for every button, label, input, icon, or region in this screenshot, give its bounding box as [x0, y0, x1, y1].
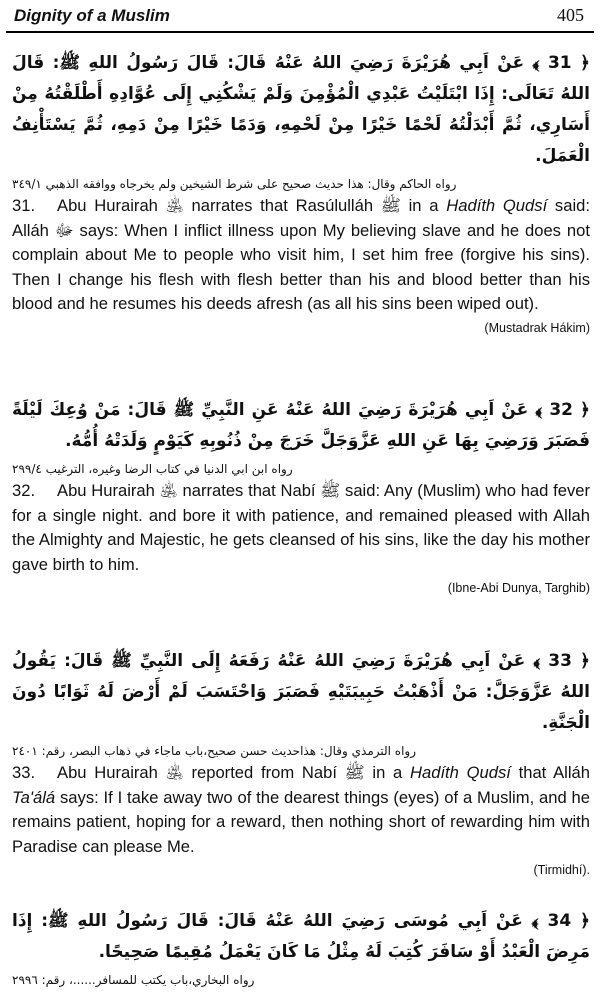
- page-header: [14, 2, 584, 26]
- hadith-34-arabic: ﴿ 34 ﴾ عَنْ اَبِي مُوسَى رَضِيَ اللهُ عَنْهُ قَالَ: قَالَ رَسُولُ اللهِ ﷺ: إِذَا مَرِضَ الْعَبْدُ أَوْ سَافَرَ كُتِبَ لَهُ مِثْلُ مَا كَانَ يَعْمَلُ مُقِيمًا صَحِيحًا.: [12, 911, 590, 962]
- hadith-32-arabic-source: رواه ابن ابي الدنيا في كتاب الرضا وغيره، الترغيب ٢٩٩/٤: [12, 462, 293, 476]
- hadith-33-arabic: ﴿ 33 ﴾ عَنْ اَبِي هُرَيْرَةَ رَضِيَ اللهُ عَنْهُ رَفَعَهُ إِلَى النَّبِيِّ ﷺ قَالَ: يَقُولُ اللهُ عَزَّوَجَلَّ: مَنْ أَذْهَبْتُ حَبِيبَتَيْهِ فَصَبَرَ وَاحْتَسَبَ لَمْ أَرْضَ لَهُ ثَوَابًا دُونَ الْجَنَّةِ.: [12, 651, 590, 733]
- hadith-34: [12, 906, 590, 990]
- hadith-31-arabic-source: رواه الحاكم وقال: هذا حديث صحيح على شرط الشيخين ولم يخرجاه ووافقه الذهبي ٣٤٩/١: [12, 177, 457, 191]
- hadith-32-number: 32.: [12, 481, 36, 500]
- header-rule: [6, 31, 594, 33]
- hadith-31-arabic: ﴿ 31 ﴾ عَنْ اَبِي هُرَيْرَةَ رَضِيَ اللهُ عَنْهُ قَالَ: قَالَ رَسُولُ اللهِ ﷺ: قَالَ اللهُ تَعَالَى: إِذَا ابْتَلَيْتُ عَبْدِي الْمُؤْمِنَ وَلَمْ يَشْكُنِي إِلَى عُوَّادِهِ أَطْلَقْتُهُ مِنْ أَسَارِي، ثُمَّ أَبْدَلْتُهُ لَحْمًا خَيْرًا مِنْ لَحْمِهِ، وَدَمًا خَيْرًا مِنْ دَمِهِ، ثُمَّ يَسْتَأْنِفُ الْعَمَلَ.: [12, 53, 590, 166]
- running-title: Dignity of a Muslim: [14, 6, 170, 25]
- hadith-32-reference: (Ibne-Abi Dunya, Targhib): [447, 581, 590, 596]
- hadith-34-arabic-source: رواه البخاري،باب يكتب للمسافر......، رقم: ٢٩٩٦: [12, 973, 255, 987]
- hadith-32: [12, 395, 590, 597]
- hadith-33-english: 33. Abu Hurairah ﵁ reported from Nabí ﷺ in a Hadíth Qudsí that Alláh Ta'álá says: If I take away two of the dearest things (eyes) of a Muslim, and he remains patient, hoping for a reward, then nothing short of rewarding him with Paradise can please Me.: [12, 763, 590, 856]
- hadith-31: [12, 48, 590, 337]
- hadith-33: [12, 646, 590, 879]
- hadith-31-number: 31.: [12, 196, 36, 215]
- hadith-32-arabic: ﴿ 32 ﴾ عَنْ اَبِي هُرَيْرَةَ رَضِيَ اللهُ عَنْهُ عَنِ النَّبِيِّ ﷺ قَالَ: مَنْ وُعِكَ لَيْلَةً فَصَبَرَ وَرَضِيَ بِهَا عَنِ اللهِ عَزَّوَجَلَّ خَرَجَ مِنْ ذُنُوبِهِ كَيَوْمٍ وَلَدَتْهُ أُمُّهُ.: [12, 400, 590, 451]
- hadith-33-number: 33.: [12, 763, 36, 782]
- hadith-33-reference: (Tirmidhí).: [533, 863, 590, 878]
- page-number: 405: [557, 5, 584, 25]
- hadith-32-english: 32. Abu Hurairah ﵁ narrates that Nabí ﷺ said: Any (Muslim) who had fever for a single night. and bore it with patience, and remained pleased with Allah the Almighty and Majestic, he gets cleansed of his sins, like the day his mother gave birth to him.: [12, 481, 590, 574]
- hadith-31-english: 31. Abu Hurairah ﵁ narrates that Rasúlulláh ﷺ in a Hadíth Qudsí said: Alláh ﷻ says: When I inflict illness upon My believing slave and he does not complain about Me to people who visit him, I set him free (forgive his sins). Then I change his flesh with flesh better than his and blood better than his blood and he resumes his deeds afresh (as all his sins been wiped out).: [12, 196, 590, 314]
- hadith-33-arabic-source: رواه الترمذي وقال: هذاحديث حسن صحيح،باب ماجاء في ذهاب البصر، رقم: ٢٤٠١: [12, 744, 417, 758]
- hadith-31-reference: (Mustadrak Hákim): [484, 320, 590, 335]
